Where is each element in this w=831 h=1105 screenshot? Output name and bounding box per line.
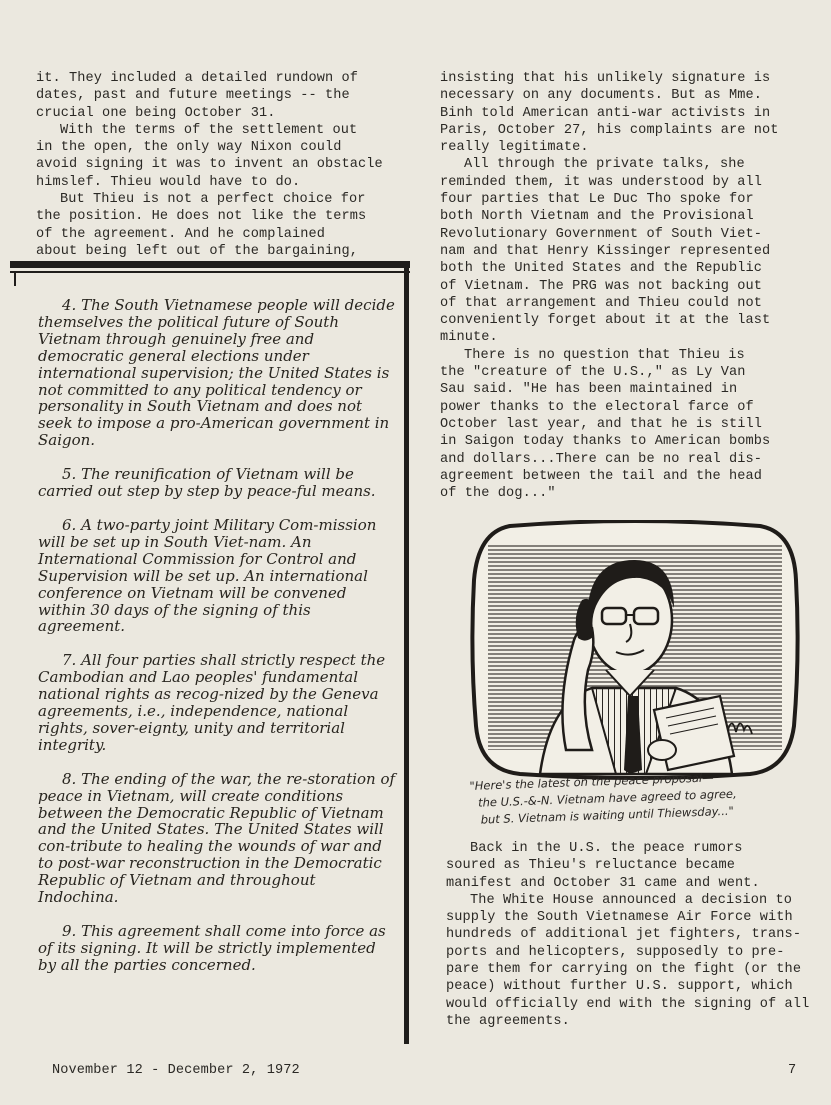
text-line: October last year, and that he is still <box>440 416 763 432</box>
agreement-point-6: 6. A two-party joint Military Com-mission will be set up in South Viet-nam. An International Commission for Control and Supervision will be set up. An international conference on Vietnam will be convened within 30 days of the signing of this agreement. <box>38 515 377 636</box>
text-line: ports and helicopters, supposedly to pre- <box>446 944 785 960</box>
left-column-intro <box>36 70 406 260</box>
text-line: both the United States and the Republic <box>440 261 763 277</box>
agreement-points <box>38 297 398 991</box>
text-line: manifest and October 31 came and went. <box>446 875 760 891</box>
text-line: The White House announced a decision to <box>470 892 793 908</box>
text-line: power thanks to the electoral farce of <box>440 399 754 415</box>
right-column-text <box>440 70 820 502</box>
text-line: dates, past and future meetings -- the <box>36 88 350 104</box>
text-line: in Saigon today thanks to American bombs <box>440 434 771 450</box>
agreement-point-7: 7. All four parties shall strictly respect the Cambodian and Lao peoples' fundamental national rights as recog-nized by the Geneva agreements, i.e., independence, national rights, sover-eignty, unity and territorial integrity. <box>38 651 386 754</box>
page-number: 7 <box>788 1063 797 1078</box>
text-line: reminded them, it was understood by all <box>440 174 763 190</box>
agreement-point-4: 4. The South Vietnamese people will decide themselves the political future of South Vietnam through genuinely free and democratic general elections under international supervision; the United States is not committed to any political tendency or personality in South Vietnam and does not seek to impose a pro-American government in Saigon. <box>38 296 395 450</box>
text-line: in the open, the only way Nixon could <box>36 140 342 156</box>
text-line: the position. He does not like the terms <box>36 209 367 225</box>
footer-date: November 12 - December 2, 1972 <box>52 1063 300 1078</box>
text-line: really legitimate. <box>440 140 589 156</box>
text-line: All through the private talks, she <box>464 157 745 173</box>
text-line: agreement between the tail and the head <box>440 468 763 484</box>
cartoon-caption <box>469 766 811 829</box>
text-line: crucial one being October 31. <box>36 105 276 121</box>
text-line: Binh told American anti-war activists in <box>440 105 771 121</box>
text-line: the agreements. <box>446 1013 570 1029</box>
text-line: soured as Thieu's reluctance became <box>446 858 736 874</box>
text-line: But Thieu is not a perfect choice for <box>60 192 366 208</box>
agreement-point-9: 9. This agreement shall come into force as of its signing. It will be strictly implemented by all the parties concerned. <box>38 922 386 974</box>
text-line: necessary on any documents. But as Mme. <box>440 88 763 104</box>
box-left-tick <box>14 272 16 286</box>
caption-line: "Here's the latest on the peace proposal— <box>469 770 714 793</box>
text-line: of Vietnam. The PRG was not backing out <box>440 278 763 294</box>
right-column-bottom-text <box>446 840 820 1030</box>
text-line: peace) without further U.S. support, which <box>446 979 793 995</box>
text-line: avoid signing it was to invent an obstacle <box>36 157 383 173</box>
text-line: it. They included a detailed rundown of <box>36 71 359 86</box>
text-line: would officially end with the signing of all <box>446 996 810 1012</box>
text-line: nam and that Henry Kissinger represented <box>440 243 771 259</box>
text-line: of that arrangement and Thieu could not <box>440 295 763 311</box>
agreement-point-5: 5. The reunification of Vietnam will be carried out step by step by peace-ful means. <box>38 465 376 501</box>
text-line: conveniently forget about it at the last <box>440 313 771 329</box>
box-top-thin-rule <box>10 271 410 273</box>
text-line: Back in the U.S. the peace rumors <box>470 841 743 856</box>
text-line: There is no question that Thieu is <box>464 347 745 363</box>
text-line: Paris, October 27, his complaints are not <box>440 122 779 138</box>
text-line: Sau said. "He has been maintained in <box>440 382 738 398</box>
text-line: hundreds of additional jet fighters, trans- <box>446 927 802 943</box>
agreement-point-8: 8. The ending of the war, the re-storation of peace in Vietnam, will create conditions between the Democratic Republic of Vietnam and the United States. The United States will con-tribute to healing the wounds of war and to post-war reconstruction in the Democratic Republic of Vietnam and throughout Indochina. <box>38 769 396 907</box>
caption-line: the U.S.-&-N. Vietnam have agreed to agree, <box>477 786 737 810</box>
box-top-rule <box>10 261 410 268</box>
text-line: of the agreement. And he complained <box>36 226 326 242</box>
caption-line: but S. Vietnam is waiting until Thiewsday..." <box>480 803 735 827</box>
text-line: four parties that Le Duc Tho spoke for <box>440 192 754 208</box>
text-line: pare them for carrying on the fight (or the <box>446 962 802 978</box>
text-line: both North Vietnam and the Provisional <box>440 209 754 225</box>
text-line: supply the South Vietnamese Air Force with <box>446 910 793 926</box>
box-right-rule <box>404 266 409 1044</box>
text-line: insisting that his unlikely signature is <box>440 71 771 86</box>
text-line: Revolutionary Government of South Viet- <box>440 226 763 242</box>
text-line: and dollars...There can be no real dis- <box>440 451 763 467</box>
text-line: of the dog..." <box>440 486 556 502</box>
cartoon-illustration <box>470 520 800 788</box>
text-line: himslef. Thieu would have to do. <box>36 174 301 190</box>
text-line: the "creature of the U.S.," as Ly Van <box>440 365 746 381</box>
text-line: With the terms of the settlement out <box>60 122 358 138</box>
text-line: minute. <box>440 330 498 346</box>
text-line: about being left out of the bargaining, <box>36 243 359 259</box>
